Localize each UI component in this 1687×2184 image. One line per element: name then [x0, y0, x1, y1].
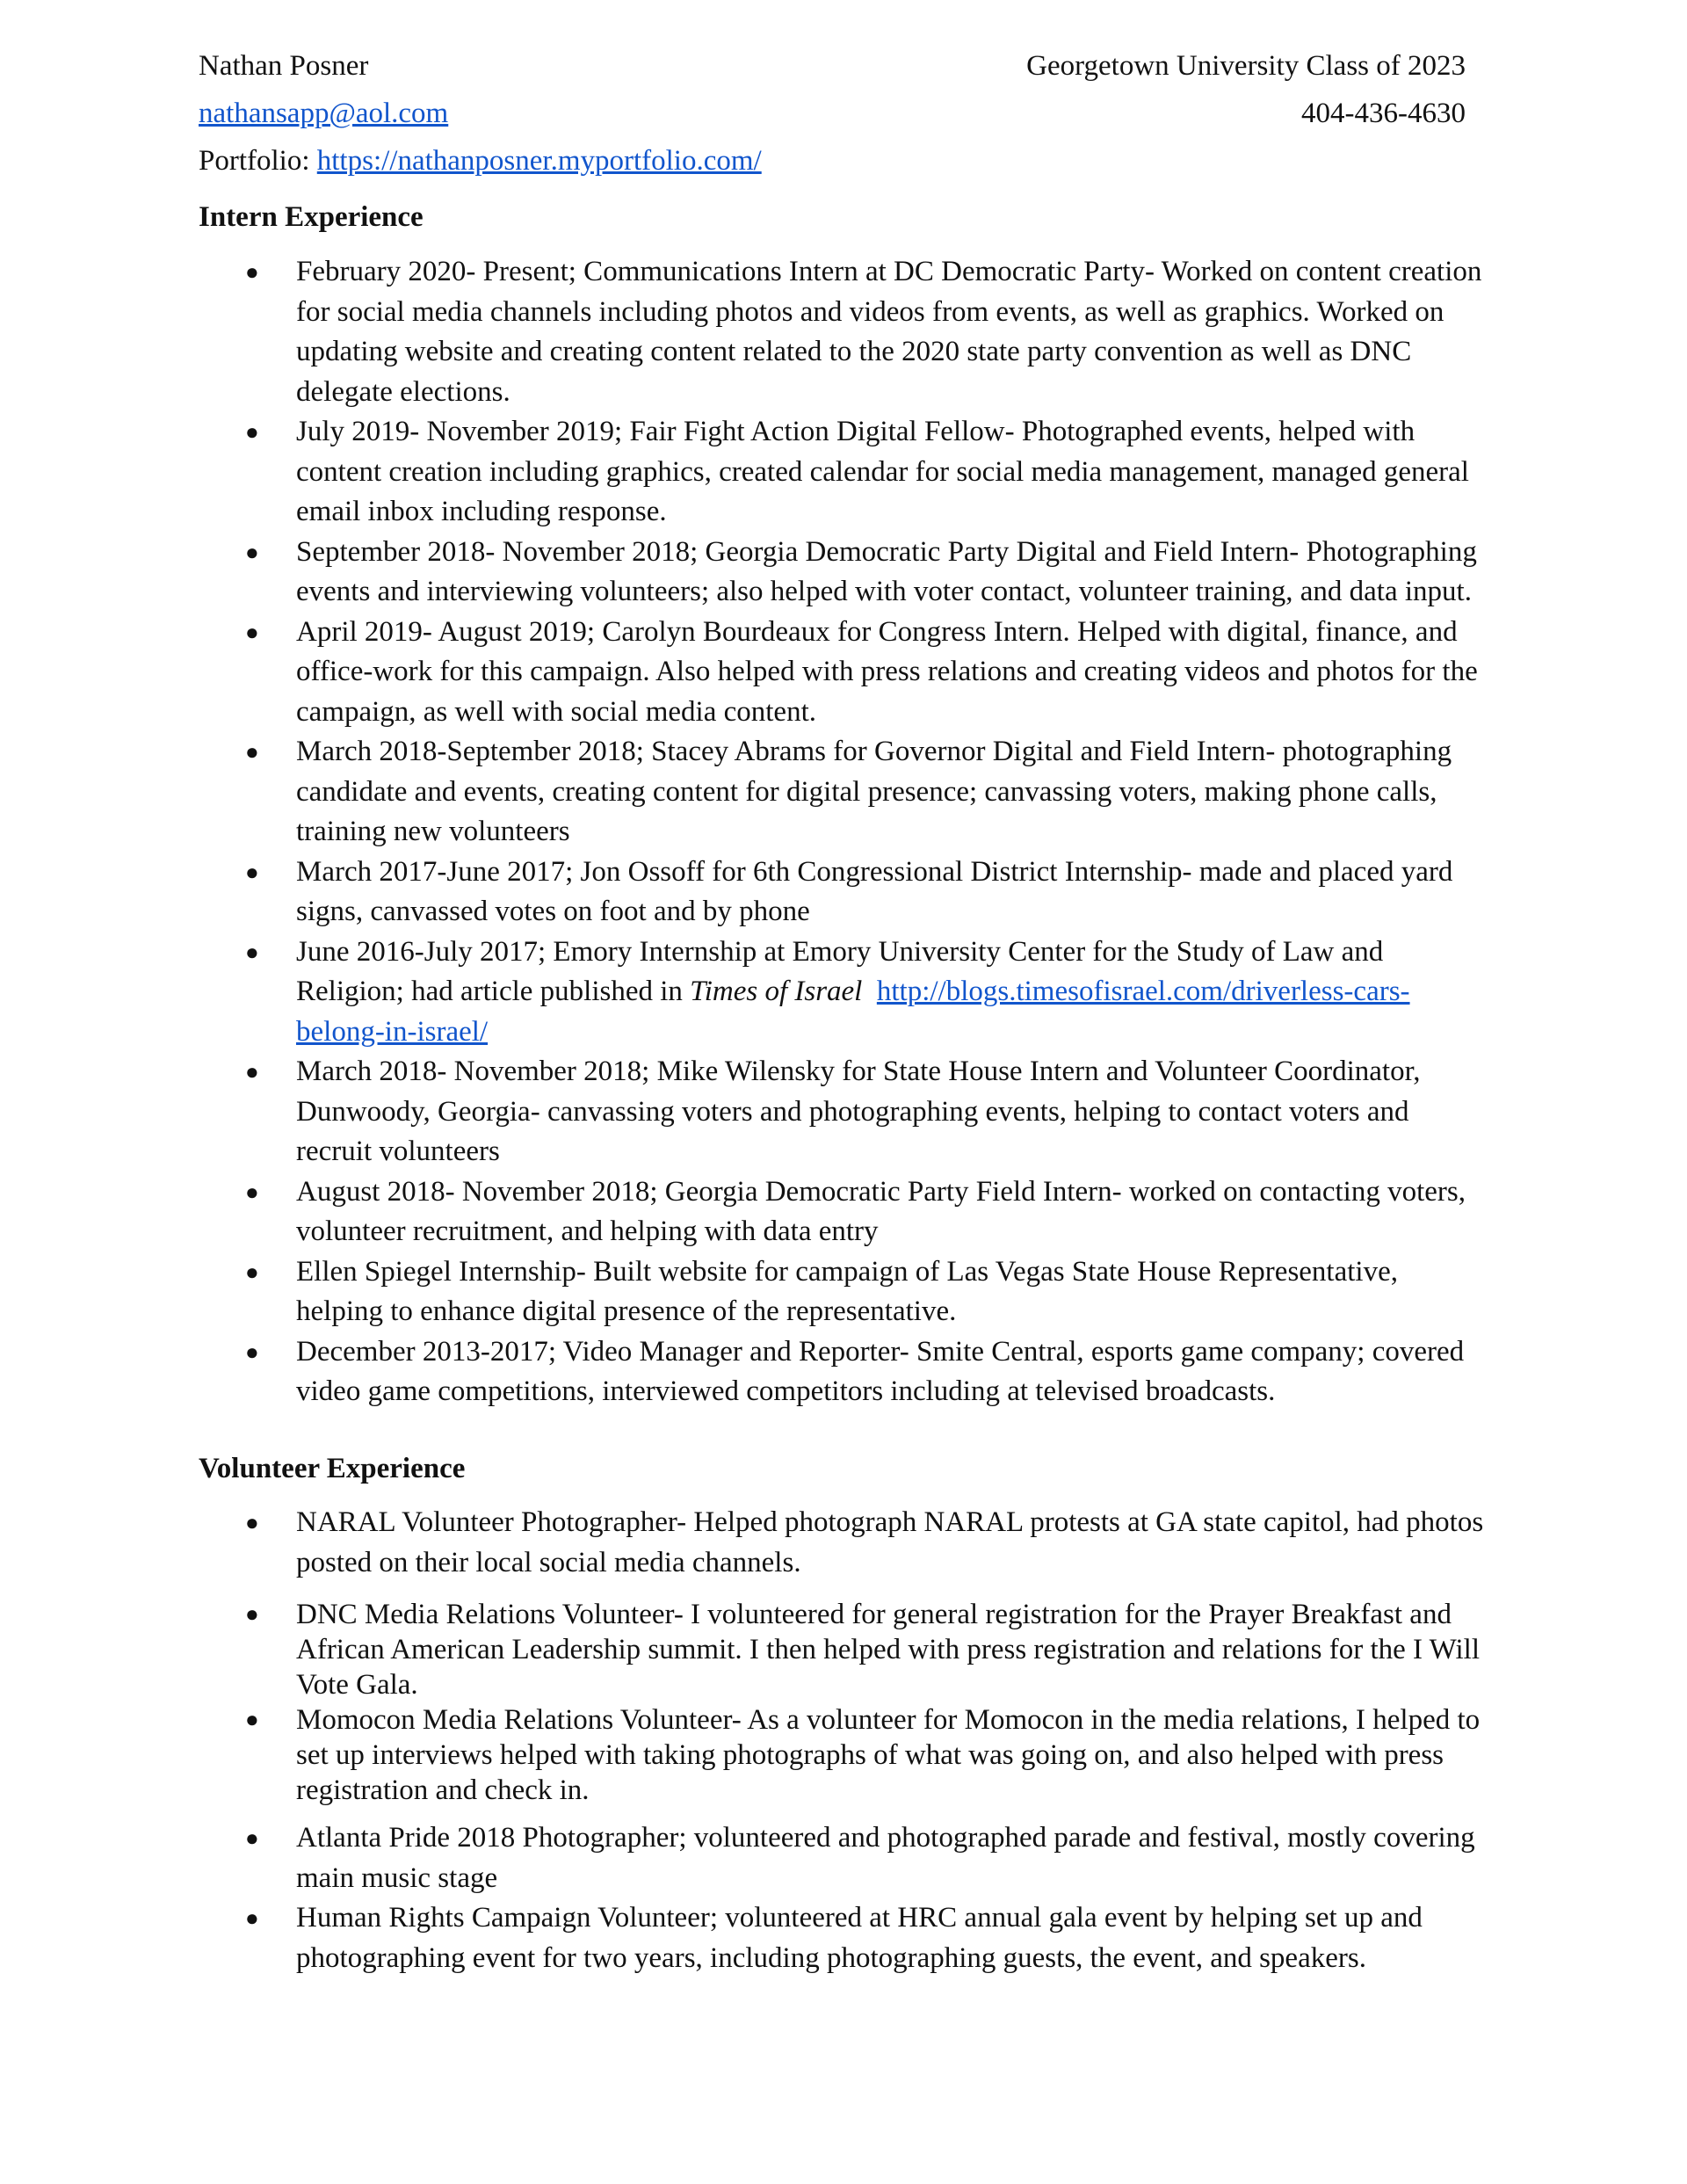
intern-list	[0, 252, 1687, 1412]
bullet-icon: ●	[245, 1825, 259, 1851]
list-item	[0, 412, 1687, 533]
bullet-icon: ●	[245, 939, 259, 965]
bullet-icon: ●	[245, 259, 259, 285]
bullet-icon: ●	[245, 1259, 259, 1285]
name: Nathan Posner	[199, 50, 369, 82]
item-text: Human Rights Campaign Volunteer; volunteered at HRC annual gala event by helping set up and photographing event for two years, including photographing guests, the event, and speakers.	[296, 1902, 1423, 1974]
list-item	[0, 1818, 1687, 1898]
item-text: July 2019- November 2019; Fair Fight Action Digital Fellow- Photographed events, helped with content creation including graphics, created calendar for social media management, managed general email inbox including response.	[296, 416, 1469, 527]
item-text: September 2018- November 2018; Georgia Democratic Party Digital and Field Intern- Photographing events and interviewing volunteers; also helped with voter contact, volunteer training, and data input.	[296, 535, 1477, 607]
item-text: February 2020- Present; Communications Intern at DC Democratic Party- Worked on content creation for social media channels including photos and videos from events, as well as graphics. Worked on updating website and creating content related to the 2020 state party convention as well as DNC delegate elections.	[296, 256, 1482, 408]
article-link[interactable]: http://blogs.timesofisrael.com/driverless-cars-belong-in-israel/	[296, 976, 1410, 1048]
item-text: March 2017-June 2017; Jon Ossoff for 6th Congressional District Internship- made and placed yard signs, canvassed votes on foot and by phone	[296, 855, 1453, 927]
list-item	[0, 853, 1687, 932]
bullet-icon: ●	[245, 539, 259, 565]
item-text: April 2019- August 2019; Carolyn Bourdeaux for Congress Intern. Helped with digital, finance, and office-work for this campaign. Also helped with press relations and creating videos and photos for the campaign, as well with social media content.	[296, 615, 1478, 728]
publication-title: Times of Israel	[690, 976, 863, 1007]
email-link[interactable]: nathansapp@aol.com	[199, 98, 449, 129]
list-item	[0, 1172, 1687, 1252]
item-text: December 2013-2017; Video Manager and Reporter- Smite Central, esports game company; covered video game competitions, interviewed competitors including at televised broadcasts.	[296, 1335, 1465, 1407]
item-text: DNC Media Relations Volunteer- I volunteered for general registration for the Prayer Breakfast and African American Leadership summit. I then helped with press registration and relations for the I Will Vote Gala.	[296, 1599, 1481, 1701]
list-item	[0, 1898, 1687, 1978]
list-item	[0, 932, 1687, 1053]
item-text: March 2018-September 2018; Stacey Abrams for Governor Digital and Field Intern- photographing candidate and events, creating content for digital presence; canvassing voters, making phone calls, training new volunteers	[296, 736, 1452, 847]
bullet-icon: ●	[245, 1601, 259, 1627]
list-item	[0, 1052, 1687, 1172]
volunteer-heading: Volunteer Experience	[199, 1453, 466, 1484]
bullet-icon: ●	[245, 1179, 259, 1205]
portfolio-link[interactable]: https://nathanposner.myportfolio.com/	[316, 145, 762, 177]
list-item	[0, 533, 1687, 613]
bullet-icon: ●	[245, 419, 259, 445]
school: Georgetown University Class of 2023	[1026, 50, 1466, 82]
list-item	[0, 252, 1687, 412]
list-item	[0, 1503, 1687, 1583]
item-text: June 2016-July 2017; Emory Internship at Emory University Center for the Study of Law and Religion; had article published in	[296, 935, 1384, 1007]
portfolio-line	[199, 141, 762, 181]
item-text: Atlanta Pride 2018 Photographer; volunteered and photographed parade and festival, mostly covering main music stage	[296, 1822, 1475, 1894]
list-item	[0, 1702, 1687, 1808]
portfolio-label: Portfolio:	[199, 145, 317, 177]
list-item	[0, 1252, 1687, 1332]
item-text: NARAL Volunteer Photographer- Helped photograph NARAL protests at GA state capitol, had photos posted on their local social media channels.	[296, 1506, 1484, 1578]
bullet-icon: ●	[245, 1059, 259, 1085]
list-item	[0, 1332, 1687, 1412]
item-text: Momocon Media Relations Volunteer- As a volunteer for Momocon in the media relations, I helped to set up interviews helped with taking photographs of what was going on, and also helped with press registration and check in.	[296, 1704, 1481, 1806]
bullet-icon: ●	[245, 859, 259, 885]
bullet-icon: ●	[245, 1510, 259, 1535]
bullet-icon: ●	[245, 739, 259, 765]
bullet-icon: ●	[245, 1339, 259, 1365]
bullet-icon: ●	[245, 1905, 259, 1931]
list-item	[0, 613, 1687, 733]
list-item	[0, 732, 1687, 853]
item-text: March 2018- November 2018; Mike Wilensky for State House Intern and Volunteer Coordinator, Dunwoody, Georgia- canvassing voters and photographing events, helping to contact voters and recruit volunteers	[296, 1056, 1421, 1167]
bullet-icon: ●	[245, 619, 259, 645]
volunteer-list	[0, 1503, 1687, 1978]
intern-heading: Intern Experience	[199, 201, 424, 233]
item-text: August 2018- November 2018; Georgia Democratic Party Field Intern- worked on contacting voters, volunteer recruitment, and helping with data entry	[296, 1175, 1466, 1247]
item-text: Ellen Spiegel Internship- Built website for campaign of Las Vegas State House Representative, helping to enhance digital presence of the representative.	[296, 1255, 1398, 1327]
list-item	[0, 1597, 1687, 1702]
phone: 404-436-4630	[1301, 98, 1466, 129]
bullet-icon: ●	[245, 1707, 259, 1732]
